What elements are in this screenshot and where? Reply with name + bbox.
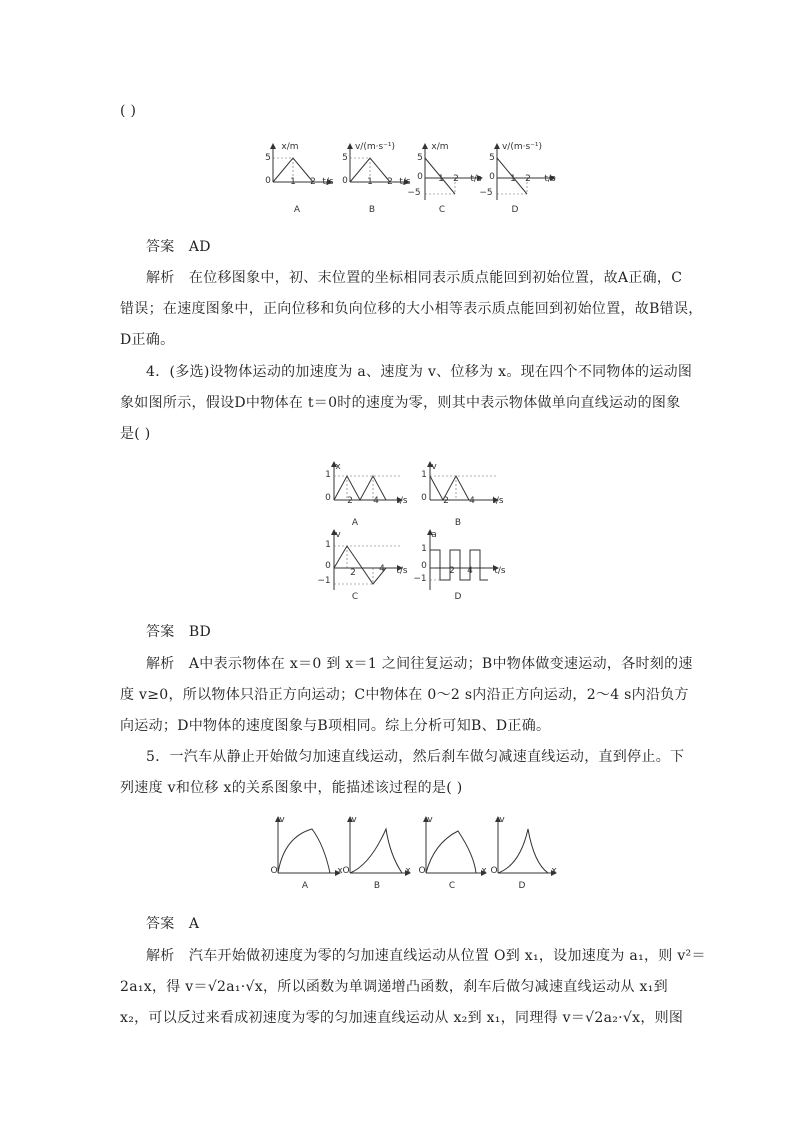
fig4a-ylabel: x — [335, 462, 341, 472]
fig4b-caption: B — [454, 518, 462, 528]
question-5-line2: 列速度 v和位移 x的关系图象中，能描述该过程的是( ) — [120, 780, 463, 796]
fig4c-caption: C — [351, 592, 359, 602]
analysis-5-line3: x₂，可以反过来看成初速度为零的匀加速直线运动从 x₂到 x₁，同理得 v＝√2a₂·√x，则图 — [120, 1010, 684, 1026]
answer-5: 答案 A — [146, 916, 200, 932]
fig4c-t2: 2 — [350, 568, 356, 578]
fig3b-caption: B — [368, 205, 376, 215]
answer-3: 答案 AD — [146, 239, 211, 255]
fig5d-caption: D — [518, 881, 526, 891]
fig3a-tlabel: t/s — [322, 177, 334, 187]
fig3c-ylabel: x/m — [431, 142, 449, 152]
question-5-line1: 5．一汽车从静止开始做匀加速直线运动，然后刹车做匀减速直线运动，直到停止。下 — [146, 749, 685, 765]
fig3d-yneg: −5 — [479, 188, 493, 198]
fig3d-tlabel: t/s — [544, 174, 556, 184]
fig5b-ylabel: v — [351, 815, 357, 825]
fig5a-ylabel: v — [279, 815, 285, 825]
fig3b-t1: 1 — [367, 177, 373, 187]
analysis-3-line1: 解析 在位移图象中，初、末位置的坐标相同表示质点能回到初始位置，故A正确，C — [146, 270, 683, 286]
fig4d-caption: D — [454, 592, 462, 602]
fig3c-y5: 5 — [417, 153, 423, 163]
fig5a-origin: O — [270, 866, 278, 876]
fig4a-t4: 4 — [373, 496, 379, 506]
fig4b-origin: 0 — [421, 493, 427, 503]
fig4b-t4: 4 — [469, 496, 475, 506]
fig3d-t1: 1 — [510, 174, 516, 184]
fig3c-yneg: −5 — [407, 188, 421, 198]
fig4d-y1: 1 — [421, 544, 427, 554]
fig4c-y1: 1 — [325, 540, 331, 550]
fig3b-t2: 2 — [387, 177, 393, 187]
figure-q4 — [320, 460, 510, 610]
fig4d-yneg: −1 — [413, 574, 427, 584]
analysis-5-line1: 解析 汽车开始做初速度为零的匀加速直线运动从位置 O到 x₁，设加速度为 a₁，则 v²＝ — [146, 948, 706, 964]
fig3a-y5: 5 — [265, 153, 271, 163]
question-4-line2: 象如图所示，假设D中物体在 t＝0时的速度为零，则其中表示物体做单向直线运动的图象 — [120, 395, 681, 411]
fig4c-t4: 4 — [379, 564, 385, 574]
fig3a-ylabel: x/m — [281, 142, 299, 152]
fig4a-origin: 0 — [325, 493, 331, 503]
fig3c-t1: 1 — [438, 174, 444, 184]
graph-5a — [278, 819, 338, 873]
analysis-3-line2: 错误；在速度图象中，正向位移和负向位移的大小相等表示质点能回到初始位置，故B错误， — [120, 301, 703, 317]
fig3c-caption: C — [438, 205, 446, 215]
fig4d-t2: 2 — [449, 566, 455, 576]
graph-3c — [425, 146, 480, 200]
fig4d-t4: 4 — [467, 566, 473, 576]
fig4c-yneg: −1 — [317, 576, 331, 586]
graph-4d — [430, 532, 496, 590]
fig5d-ylabel: v — [499, 815, 505, 825]
fig3c-tlabel: t/s — [470, 174, 482, 184]
graph-3d — [497, 146, 553, 200]
fig3a-origin: 0 — [265, 176, 271, 186]
graph-4c — [334, 532, 400, 590]
fig3d-caption: D — [511, 205, 519, 215]
analysis-5-line2: 2a₁x，得 v＝√2a₁·√x，所以函数为单调递增凸函数，刹车后做匀减速直线运动从 x₁到 — [120, 979, 668, 995]
question-4-line3: 是( ) — [120, 426, 151, 442]
analysis-4-line1: 解析 A中表示物体在 x＝0 到 x＝1 之间往复运动；B中物体做变速运动，各时刻的速 — [146, 656, 693, 672]
fig4c-origin: 0 — [325, 561, 331, 571]
fig3a-t2: 2 — [310, 177, 316, 187]
fig5d-xlabel: x — [551, 866, 557, 876]
fig5c-caption: C — [448, 881, 456, 891]
fig4a-y1: 1 — [325, 470, 331, 480]
fig3d-t2: 2 — [525, 174, 531, 184]
fig4c-tlabel: t/s — [396, 566, 408, 576]
analysis-4-line3: 向运动；D中物体的速度图象与B项相同。综上分析可知B、D正确。 — [120, 718, 551, 734]
graph-5b — [350, 819, 408, 873]
fig5b-origin: O — [342, 866, 350, 876]
fig5b-xlabel: x — [405, 866, 411, 876]
answer-4: 答案 BD — [146, 624, 212, 640]
fig5a-caption: A — [301, 881, 309, 891]
fig4a-tlabel: t/s — [396, 496, 408, 506]
fig3b-ylabel: v/(m·s⁻¹) — [354, 142, 396, 152]
fig5c-ylabel: v — [427, 815, 433, 825]
fig4d-tlabel: t/s — [494, 566, 506, 576]
analysis-4-line2: 度 v≥0，所以物体只沿正方向运动；C中物体在 0～2 s内沿正方向运动，2～4 s内沿负方 — [120, 687, 689, 703]
analysis-3-line3: D正确。 — [120, 332, 175, 348]
fig5b-caption: B — [373, 881, 381, 891]
fig5d-origin: O — [490, 866, 498, 876]
fig4c-ylabel: v — [335, 530, 341, 540]
fig3b-y5: 5 — [342, 153, 348, 163]
fig3d-ylabel: v/(m·s⁻¹) — [501, 142, 543, 152]
fig4b-ylabel: v — [431, 462, 437, 472]
fig3c-t2: 2 — [453, 174, 459, 184]
fig4b-tlabel: t/s — [492, 496, 504, 506]
graph-5c — [426, 819, 484, 873]
fig3d-origin: 0 — [489, 172, 495, 182]
answer-bracket-3: ( ) — [120, 103, 137, 119]
fig3b-tlabel: t/s — [399, 177, 411, 187]
fig3b-origin: 0 — [342, 176, 348, 186]
fig4a-t2: 2 — [347, 496, 353, 506]
fig3c-origin: 0 — [417, 172, 423, 182]
fig4d-ylabel: a — [431, 530, 437, 540]
fig3a-caption: A — [293, 205, 301, 215]
fig4d-origin: 0 — [421, 561, 427, 571]
fig3a-t1: 1 — [290, 177, 296, 187]
fig3d-y5: 5 — [489, 153, 495, 163]
graph-5d — [498, 819, 554, 873]
fig5a-xlabel: x — [337, 866, 343, 876]
fig5c-xlabel: x — [481, 866, 487, 876]
fig4a-caption: A — [351, 518, 359, 528]
fig5c-origin: O — [418, 866, 426, 876]
fig4b-y1: 1 — [421, 470, 427, 480]
question-4-line1: 4．(多选)设物体运动的加速度为 a、速度为 v、位移为 x。现在四个不同物体的运动图 — [146, 364, 693, 380]
fig4b-t2: 2 — [443, 496, 449, 506]
